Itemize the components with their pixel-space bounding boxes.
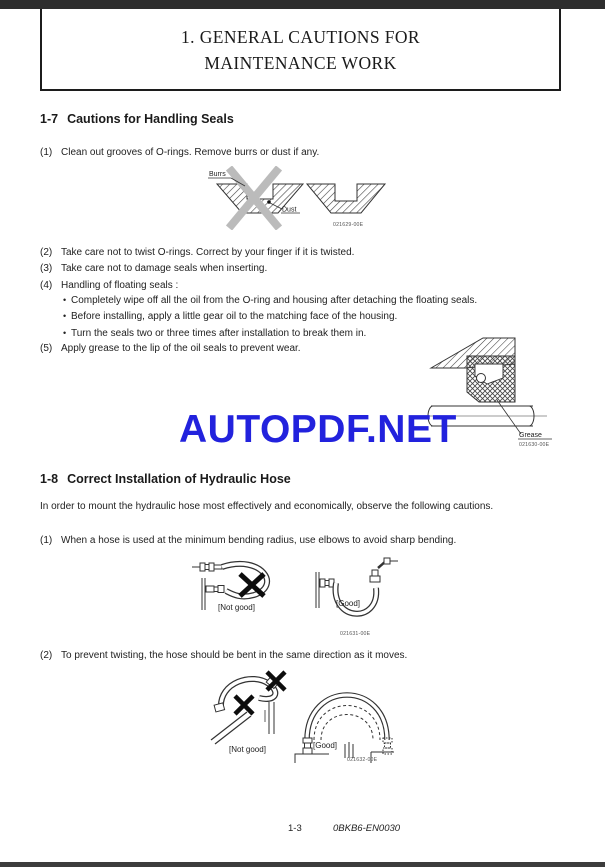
good-label: [Good]	[313, 741, 338, 750]
chapter-title-line2: MAINTENANCE WORK	[204, 53, 397, 73]
motion-lines	[345, 742, 353, 758]
dust-label: Dust	[282, 206, 297, 214]
section-intro: In order to mount the hydraulic hose most effectively and economically, observe the following cautions.	[40, 501, 494, 512]
garter-spring	[477, 374, 486, 383]
sub-bullet-2	[63, 310, 523, 323]
list-item-3	[40, 262, 420, 275]
item-number: (3)	[40, 263, 53, 274]
page-top-bar	[0, 0, 605, 9]
bullet-icon: •	[63, 295, 67, 305]
item-text: To prevent twisting, the hose should be bent in the same direction as it moves.	[61, 650, 408, 661]
item-text: Handling of floating seals :	[61, 280, 179, 291]
oring-groove-drawing	[205, 166, 390, 230]
twist-good-drawing	[295, 695, 394, 763]
item-text: Take care not to damage seals when inserting.	[61, 263, 268, 274]
item-number: (5)	[40, 343, 53, 354]
item-number: (1)	[40, 535, 53, 546]
bullet-icon: •	[63, 311, 67, 321]
hose-good-drawing	[316, 558, 398, 614]
page-bottom-bar	[0, 862, 605, 867]
clean-groove	[307, 184, 385, 213]
item-number: (2)	[40, 650, 53, 661]
list-item-2	[40, 246, 420, 259]
list-item-1	[40, 146, 570, 159]
section-title: Correct Installation of Hydraulic Hose	[67, 472, 291, 486]
bullet-text: Turn the seals two or three times after installation to break them in.	[71, 328, 367, 339]
footer-doc-code: 0BKB6-EN0030	[333, 823, 401, 834]
grease-label: Grease	[519, 432, 542, 439]
figure-caption: 021630-00E	[519, 442, 550, 448]
bullet-icon: •	[63, 328, 67, 338]
item-text: Take care not to twist O-rings. Correct by your finger if it is twisted.	[61, 247, 355, 258]
hose-notgood-drawing	[192, 563, 267, 612]
section-heading-1-8	[40, 472, 291, 486]
section-title: Cautions for Handling Seals	[67, 112, 234, 126]
notgood-label: [Not good]	[229, 745, 266, 754]
bullet-text: Completely wipe off all the oil from the O-ring and housing after detaching the floating seals.	[71, 295, 478, 306]
section-heading-1-7	[40, 112, 234, 126]
figure-hose-twisting	[195, 668, 395, 763]
list-item-2	[40, 649, 570, 662]
item-number: (2)	[40, 247, 53, 258]
watermark-text: AUTOPDF.NET	[179, 408, 457, 451]
figure-caption: 021632-00E	[347, 757, 378, 763]
figure-oring-groove	[205, 166, 390, 230]
list-item-5	[40, 342, 420, 355]
item-text: When a hose is used at the minimum bending radius, use elbows to avoid sharp bending.	[61, 535, 457, 546]
list-item-1	[40, 534, 570, 547]
hose-bending-drawing	[190, 552, 400, 640]
section-number: 1-7	[40, 112, 59, 126]
item-number: (4)	[40, 280, 53, 291]
burrs-label: Burrs	[209, 171, 226, 178]
sub-bullet-1	[63, 294, 523, 307]
chapter-title-box	[40, 9, 561, 91]
twist-notgood-drawing	[211, 672, 285, 754]
footer-page-number: 1-3	[288, 823, 302, 834]
list-item-4	[40, 279, 420, 292]
item-text: Clean out grooves of O-rings. Remove burrs or dust if any.	[61, 147, 320, 158]
grease-leader-line	[497, 400, 521, 434]
figure-caption: 021629-00E	[333, 222, 364, 228]
item-number: (1)	[40, 147, 53, 158]
section-number: 1-8	[40, 472, 59, 486]
notgood-label: [Not good]	[218, 603, 255, 612]
figure-hose-bending	[190, 552, 400, 640]
good-label: [Good]	[336, 599, 361, 608]
item-text: Apply grease to the lip of the oil seals to prevent wear.	[61, 343, 301, 354]
chapter-title-line1: 1. GENERAL CAUTIONS FOR	[181, 27, 420, 47]
bullet-text: Before installing, apply a little gear oil to the matching face of the housing.	[71, 311, 398, 322]
figure-caption: 021631-00E	[340, 631, 371, 637]
x-mark-icon	[235, 696, 253, 714]
hose-twisting-drawing	[195, 668, 395, 763]
